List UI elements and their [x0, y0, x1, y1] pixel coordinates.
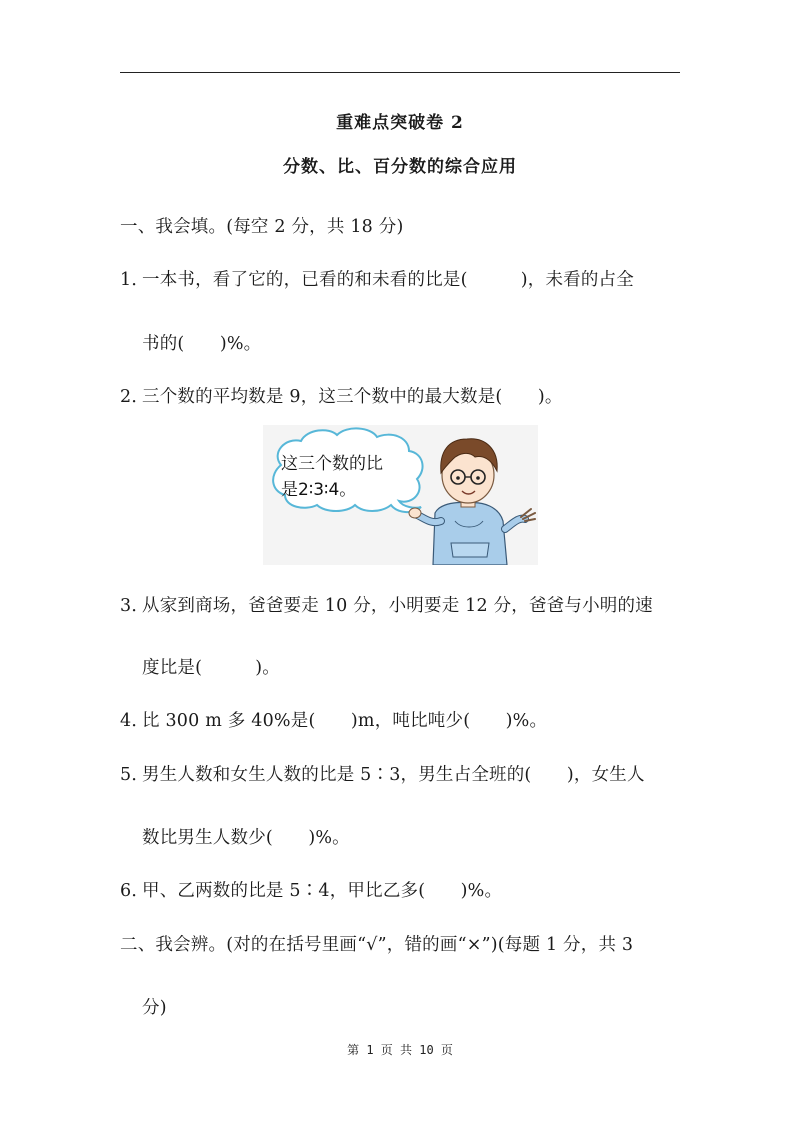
header-rule: [120, 72, 680, 73]
section-2-heading-continuation: 分): [142, 998, 167, 1018]
illustration-svg: [263, 425, 538, 565]
question-1-continuation: 书的( )%。: [142, 334, 262, 354]
question-6: [120, 877, 502, 902]
section-2-heading: 二、我会辨。(对的在括号里画“√”，错的画“×”)(每题 1 分，共 3: [120, 935, 634, 955]
question-3-continuation: 度比是( )。: [142, 658, 280, 678]
question-text: 从家到商场，爸爸要走 10 分，小明要走 12 分，爸爸与小明的速: [142, 596, 653, 616]
boy-figure: [409, 439, 535, 565]
page-title: 重难点突破卷 2: [336, 113, 464, 133]
question-text: 一本书，看了它的，已看的和未看的比是( )，未看的占全: [142, 270, 634, 290]
speech-bubble: [273, 428, 422, 512]
question-text: 三个数的平均数是 9，这三个数中的最大数是( )。: [142, 387, 563, 407]
question-2: [120, 383, 563, 408]
question-text: 甲、乙两数的比是 5∶4，甲比乙多( )%。: [142, 881, 503, 901]
question-number: 6．: [120, 881, 150, 901]
question-5-continuation: 数比男生人数少( )%。: [142, 828, 350, 848]
question-number: 4．: [120, 711, 150, 731]
illustration-boy-speech: [263, 425, 538, 565]
section-1-heading: 一、我会填。(每空 2 分，共 18 分): [120, 217, 404, 237]
question-text: 比 300 m 多 40%是( )m，吨比吨少( )%。: [142, 711, 548, 731]
question-4: [120, 707, 547, 732]
bubble-text-line1: 这三个数的比: [281, 454, 383, 474]
bubble-text-line2: 是2∶3∶4。: [281, 480, 357, 500]
question-number: 5．: [120, 765, 150, 785]
question-3: [120, 592, 653, 617]
question-1: [120, 266, 634, 291]
page-footer: 第 1 页 共 10 页: [347, 1043, 453, 1057]
question-number: 1．: [120, 270, 150, 290]
question-number: 3．: [120, 596, 150, 616]
question-text: 男生人数和女生人数的比是 5∶3，男生占全班的( )，女生人: [142, 765, 645, 785]
question-number: 2．: [120, 387, 150, 407]
question-5: [120, 761, 645, 786]
page-subtitle: 分数、比、百分数的综合应用: [283, 157, 517, 177]
